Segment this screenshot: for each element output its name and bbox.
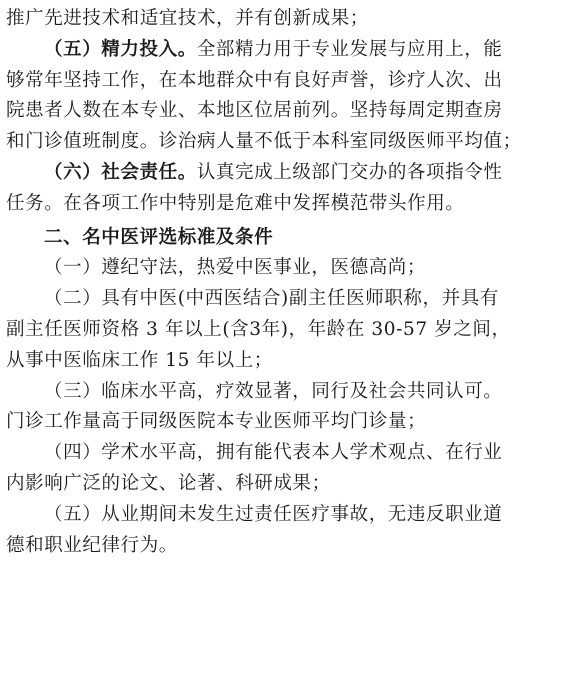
paragraph-line	[6, 35, 579, 66]
clause-heading: （六）社会责任。	[44, 161, 197, 183]
line-text: 院患者人数在本专业、本地区位居前列。坚持每周定期查房	[6, 100, 503, 122]
line-text: （五）从业期间未发生过责任医疗事故，无违反职业道	[44, 503, 503, 525]
line-text: 任务。在各项工作中特别是危难中发挥模范带头作用。	[6, 192, 465, 214]
paragraph-line	[6, 407, 579, 438]
line-text: 门诊工作量高于同级医院本专业医师平均门诊量；	[6, 411, 427, 433]
line-text: 认真完成上级部门交办的各项指令性	[196, 161, 503, 183]
paragraph-line	[6, 377, 579, 408]
paragraph-line	[6, 438, 579, 469]
paragraph-line	[6, 346, 579, 377]
line-text: 全部精力用于专业发展与应用上，能	[196, 38, 503, 60]
paragraph-line	[6, 315, 579, 346]
line-text: （一）遵纪守法，热爱中医事业，医德高尚；	[44, 257, 427, 279]
paragraph-line	[6, 469, 579, 500]
line-text: 副主任医师资格 3 年以上(含3年)，年龄在 30-57 岁之间，	[6, 318, 511, 340]
paragraph-line	[6, 158, 579, 189]
paragraph-line	[6, 284, 579, 315]
clause-heading: （五）精力投入。	[44, 38, 197, 60]
section-title-text: 二、名中医评选标准及条件	[44, 226, 274, 248]
line-text: （三）临床水平高，疗效显著，同行及社会共同认可。	[44, 380, 503, 402]
paragraph-line	[6, 4, 579, 35]
line-text: 够常年坚持工作，在本地群众中有良好声誉，诊疗人次、出	[6, 69, 503, 91]
line-text: 内影响广泛的论文、论著、科研成果；	[6, 472, 331, 494]
paragraph-line	[6, 189, 579, 220]
paragraph-line	[6, 500, 579, 531]
paragraph-line	[6, 127, 579, 158]
paragraph-line	[6, 531, 579, 562]
paragraph-line	[6, 253, 579, 284]
line-text: 德和职业纪律行为。	[6, 534, 178, 556]
line-text: 推广先进技术和适宜技术，并有创新成果；	[6, 8, 369, 29]
line-text: 和门诊值班制度。诊治病人量不低于本科室同级医师平均值；	[6, 131, 522, 153]
line-text: （四）学术水平高，拥有能代表本人学术观点、在行业	[44, 442, 503, 464]
line-text: （二）具有中医(中西医结合)副主任医师职称，并具有	[44, 288, 499, 310]
line-text: 从事中医临床工作 15 年以上；	[6, 349, 273, 371]
section-title	[6, 223, 579, 254]
paragraph-line	[6, 66, 579, 97]
paragraph-line	[6, 96, 579, 127]
